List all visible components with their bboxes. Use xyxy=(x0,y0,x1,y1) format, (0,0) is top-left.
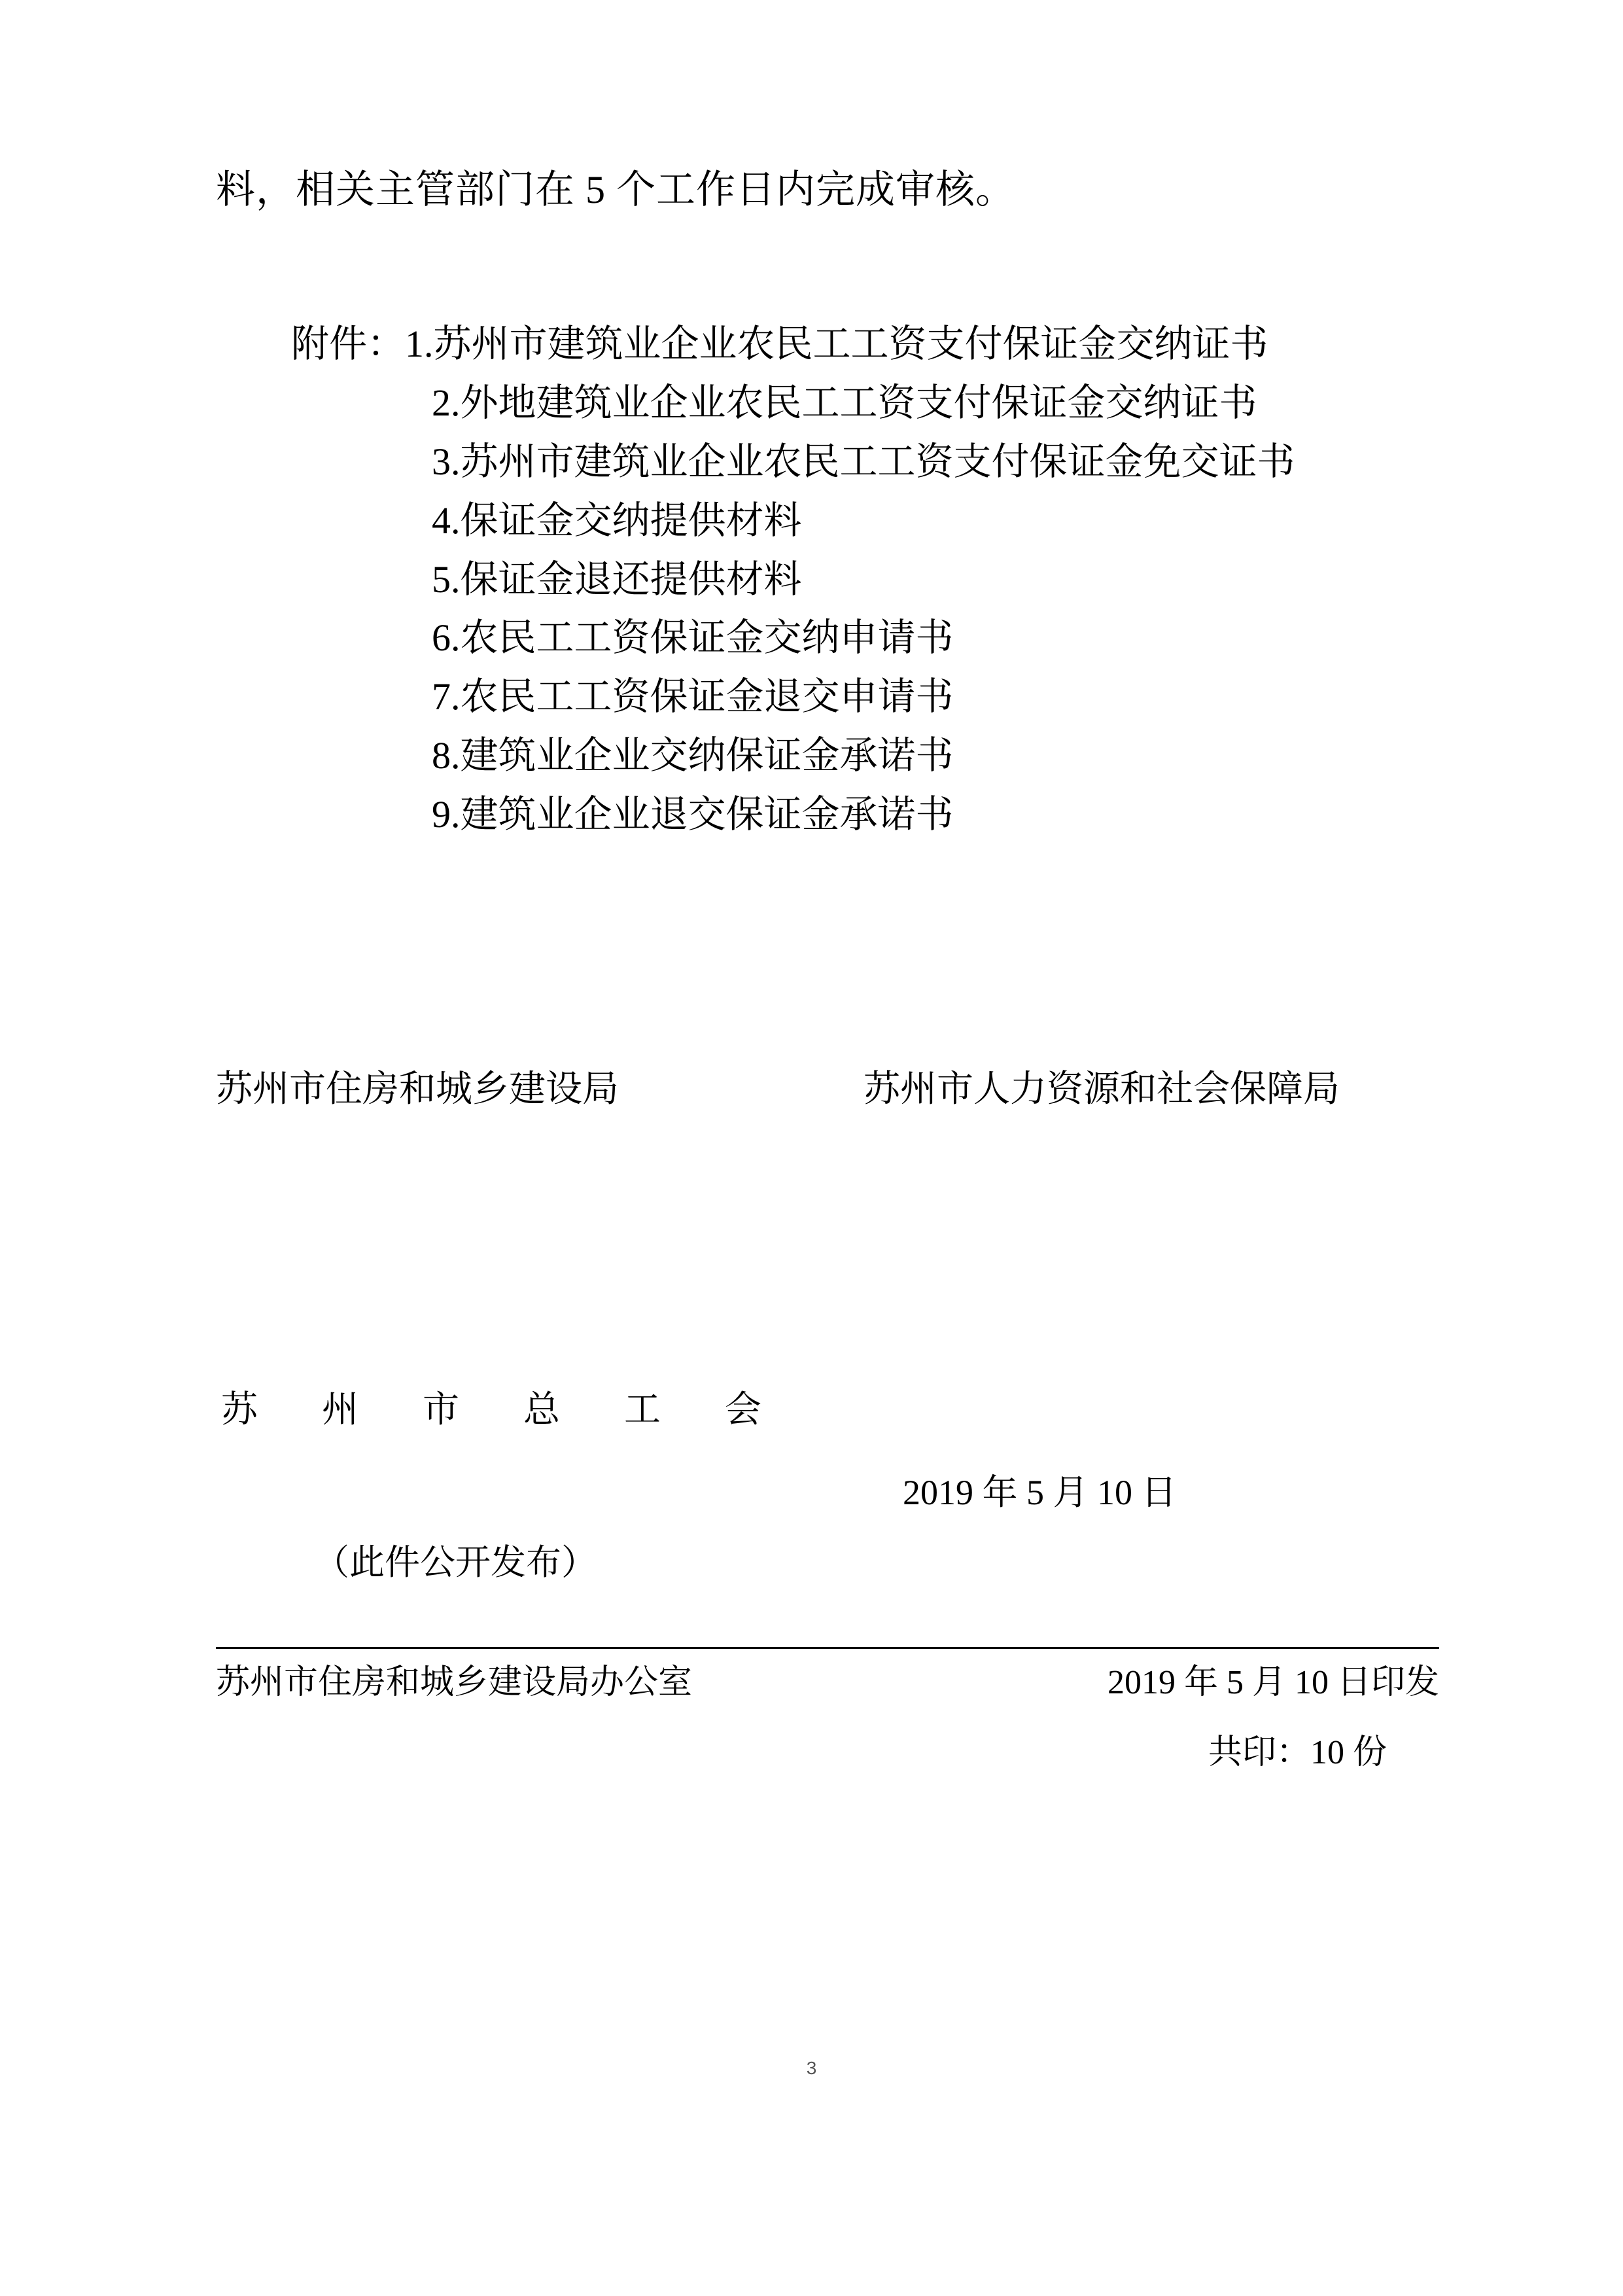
lead-paragraph: 料，相关主管部门在 5 个工作日内完成审核。 xyxy=(216,168,1015,211)
attachment-item-8: 8.建筑业企业交纳保证金承诺书 xyxy=(432,734,954,777)
attachment-item-5: 5.保证金退还提供材料 xyxy=(432,557,802,601)
attachment-item-1: 附件：1.苏州市建筑业企业农民工工资支付保证金交纳证书 xyxy=(291,323,1268,365)
attachment-item-3: 3.苏州市建筑业企业农民工工资支付保证金免交证书 xyxy=(432,440,1295,483)
footer-issue-date: 2019 年 5 月 10 日印发 xyxy=(1107,1664,1439,1702)
attachment-item-2: 2.外地建筑业企业农民工工资支付保证金交纳证书 xyxy=(432,381,1257,424)
signer-trade-union: 苏 州 市 总 工 会 xyxy=(221,1390,789,1431)
attachment-item-7: 7.农民工工资保证金退交申请书 xyxy=(432,675,954,718)
signer-human-resources-bureau: 苏州市人力资源和社会保障局 xyxy=(864,1069,1340,1110)
attachment-item-4: 4.保证金交纳提供材料 xyxy=(432,499,802,542)
publish-note: （此件公开发布） xyxy=(314,1543,597,1583)
signer-housing-bureau: 苏州市住房和城乡建设局 xyxy=(216,1069,619,1110)
footer-office: 苏州市住房和城乡建设局办公室 xyxy=(216,1664,693,1702)
attachment-item-9: 9.建筑业企业退交保证金承诺书 xyxy=(432,793,954,836)
attachment-list xyxy=(216,315,1439,844)
footer-copies: 共印：10 份 xyxy=(1208,1734,1387,1772)
document-body xyxy=(216,164,1439,1773)
attachment-item-6: 6.农民工工资保证金交纳申请书 xyxy=(432,616,954,660)
signature-block xyxy=(216,1060,1439,1119)
page-number: 3 xyxy=(806,2058,817,2078)
footer-bar xyxy=(216,1647,1439,1704)
document-date: 2019 年 5 月 10 日 xyxy=(903,1473,1177,1513)
